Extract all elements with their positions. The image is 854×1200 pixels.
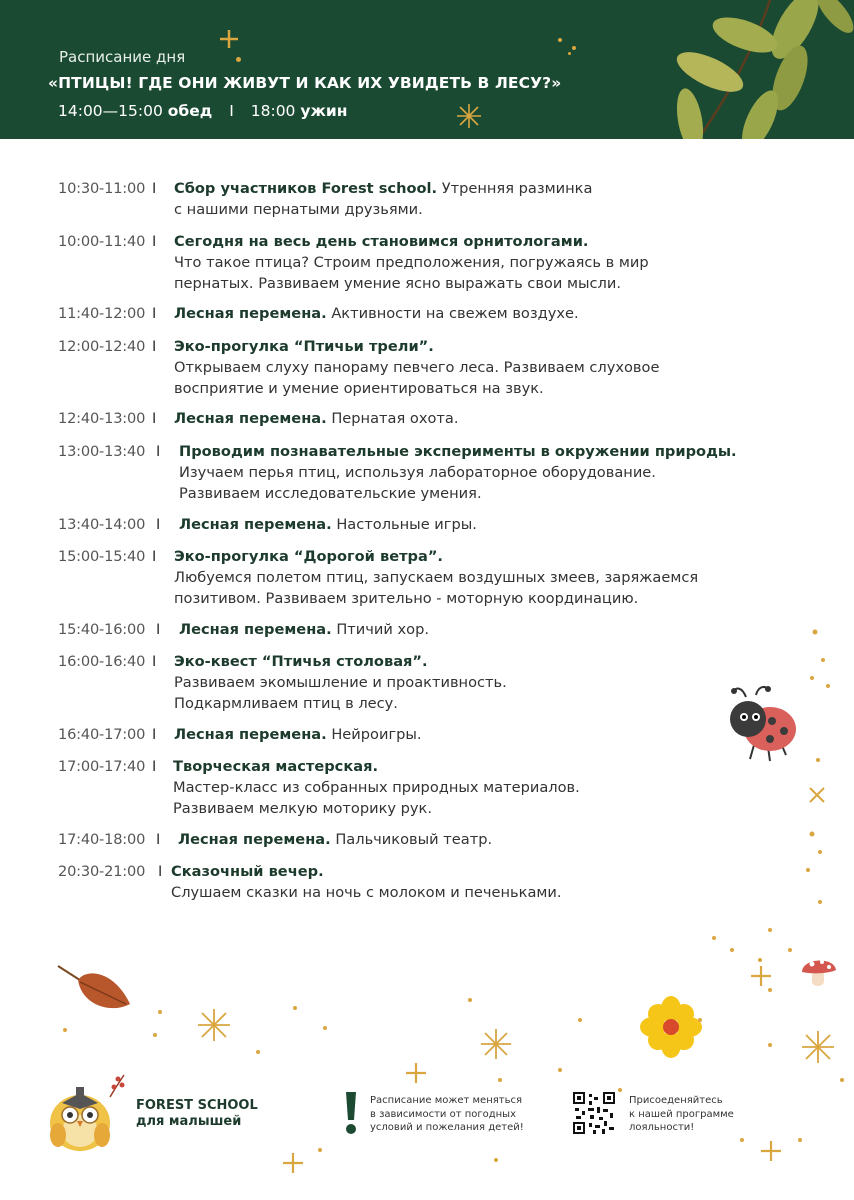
time-separator: I: [152, 726, 157, 743]
schedule-item-body: [179, 441, 737, 504]
schedule-item-time: 17:40-18:00: [58, 831, 146, 848]
schedule-subtitle: Расписание дня: [59, 48, 186, 66]
dinner-time: 18:00: [250, 102, 296, 120]
schedule-item-time: 16:00-16:40: [58, 653, 146, 670]
schedule-item-body: [174, 231, 649, 294]
dinner-label: ужин: [300, 102, 348, 120]
time-separator: I: [152, 305, 157, 322]
schedule-item-description: Пернатая охота.: [326, 410, 459, 427]
schedule-item-description: Пальчиковый театр.: [330, 831, 493, 848]
time-separator: I: [158, 863, 163, 880]
schedule-item-body: [174, 546, 698, 609]
schedule-item-time: 15:00-15:40: [58, 548, 146, 565]
separator: I: [229, 102, 234, 120]
page-header: [0, 0, 854, 139]
owl-logo-icon: [46, 1073, 128, 1153]
schedule-item-description: Развиваем экомышление и проактивность.: [174, 674, 507, 691]
time-separator: I: [152, 338, 157, 355]
schedule-item-title: Сегодня на весь день становимся орнитологами.: [174, 233, 589, 250]
schedule-item-time: 16:40-17:00: [58, 726, 146, 743]
time-separator: I: [152, 233, 157, 250]
time-separator: I: [156, 443, 161, 460]
schedule-item-time: 15:40-16:00: [58, 621, 146, 638]
schedule-item-title: Лесная перемена.: [174, 410, 327, 427]
qr-code-icon[interactable]: [573, 1092, 615, 1134]
time-separator: I: [152, 410, 157, 427]
meal-times: [58, 102, 347, 120]
brand-subtitle: для малышей: [136, 1114, 242, 1129]
schedule-item-description: Нейроигры.: [326, 726, 422, 743]
schedule-item-body: [179, 514, 477, 535]
lunch-time: 14:00—15:00: [58, 102, 163, 120]
schedule-item-description: восприятие и умение ориентироваться на звук.: [174, 380, 544, 397]
time-separator: I: [152, 548, 157, 565]
schedule-item-description: Что такое птица? Строим предположения, погружаясь в мир: [174, 254, 649, 271]
schedule-item-description: пернатых. Развиваем умение ясно выражать свои мысли.: [174, 275, 621, 292]
dot-decoration: [568, 52, 571, 55]
time-separator: I: [152, 180, 157, 197]
schedule-item-description: Любуемся полетом птиц, запускаем воздушных змеев, заряжаемся: [174, 569, 699, 586]
schedule-item-description: Птичий хор.: [331, 621, 429, 638]
dot-decoration: [236, 57, 241, 62]
time-separator: I: [152, 653, 157, 670]
schedule-item-body: [174, 303, 579, 324]
schedule-notice: Расписание может меняться в зависимости от погодных условий и пожелания детей!: [370, 1095, 524, 1133]
schedule-item-title: Лесная перемена.: [179, 516, 332, 533]
schedule-item-title: Сбор участников Forest school.: [174, 180, 438, 197]
leaf-branch-decoration: [600, 0, 854, 139]
sparkle-icon: [218, 28, 240, 50]
schedule-item-body: [174, 408, 458, 429]
schedule-item-title: Творческая мастерская.: [173, 758, 378, 775]
schedule-item-description: Слушаем сказки на ночь с молоком и печеньками.: [171, 884, 562, 901]
schedule-item-description: с нашими пернатыми друзьями.: [174, 201, 423, 218]
schedule-item-description: Подкармливаем птиц в лесу.: [174, 695, 398, 712]
schedule-item-time: 12:00-12:40: [58, 338, 146, 355]
sparkle-icon: [456, 103, 482, 129]
schedule-item-title: Эко-прогулка “Птичьи трели”.: [174, 338, 434, 355]
schedule-item-time: 10:00-11:40: [58, 233, 146, 250]
schedule-item-time: 13:00-13:40: [58, 443, 146, 460]
schedule-item-title: Лесная перемена.: [174, 726, 327, 743]
schedule-item-time: 13:40-14:00: [58, 516, 146, 533]
schedule-item-time: 12:40-13:00: [58, 410, 146, 427]
schedule-item-time: 10:30-11:00: [58, 180, 146, 197]
schedule-item-title: Лесная перемена.: [178, 831, 331, 848]
loyalty-text: Присоеденяйтесь к нашей программе лояльности!: [629, 1095, 734, 1133]
schedule-item-description: Настольные игры.: [331, 516, 477, 533]
schedule-item-description: Изучаем перья птиц, используя лабораторное оборудование.: [179, 464, 656, 481]
schedule-item-title: Эко-прогулка “Дорогой ветра”.: [174, 548, 443, 565]
dot-decoration: [558, 38, 562, 42]
schedule-item-time: 17:00-17:40: [58, 758, 146, 775]
time-separator: I: [152, 758, 157, 775]
schedule-item-title: Сказочный вечер.: [171, 863, 324, 880]
schedule-item-title: Лесная перемена.: [179, 621, 332, 638]
schedule-item-description: Развиваем исследовательские умения.: [179, 485, 482, 502]
time-separator: I: [156, 516, 161, 533]
schedule-item-title: Эко-квест “Птичья столовая”.: [174, 653, 428, 670]
lunch-label: обед: [167, 102, 213, 120]
schedule-item-body: [174, 178, 592, 220]
schedule-item-time: 20:30-21:00: [58, 863, 146, 880]
schedule-item-description: Развиваем мелкую моторику рук.: [173, 800, 433, 817]
page-title: «ПТИЦЫ! ГДЕ ОНИ ЖИВУТ И КАК ИХ УВИДЕТЬ В ЛЕСУ?»: [48, 74, 562, 92]
schedule-item-description: Утренняя разминка: [437, 180, 593, 197]
exclamation-icon: [343, 1090, 359, 1136]
schedule-item-time: 11:40-12:00: [58, 305, 146, 322]
schedule-item-description: Открываем слуху панораму певчего леса. Развиваем слуховое: [174, 359, 660, 376]
schedule-item-title: Лесная перемена.: [174, 305, 327, 322]
schedule-item-description: Активности на свежем воздухе.: [326, 305, 579, 322]
brand-name: FOREST SCHOOL: [136, 1098, 258, 1113]
schedule-item-description: Мастер-класс из собранных природных материалов.: [173, 779, 580, 796]
dot-decoration: [572, 46, 576, 50]
time-separator: I: [156, 831, 161, 848]
schedule-item-title: Проводим познавательные эксперименты в окружении природы.: [179, 443, 737, 460]
schedule-item-body: [174, 336, 659, 399]
time-separator: I: [156, 621, 161, 638]
schedule-item-description: позитивом. Развиваем зрительно - моторную координацию.: [174, 590, 639, 607]
